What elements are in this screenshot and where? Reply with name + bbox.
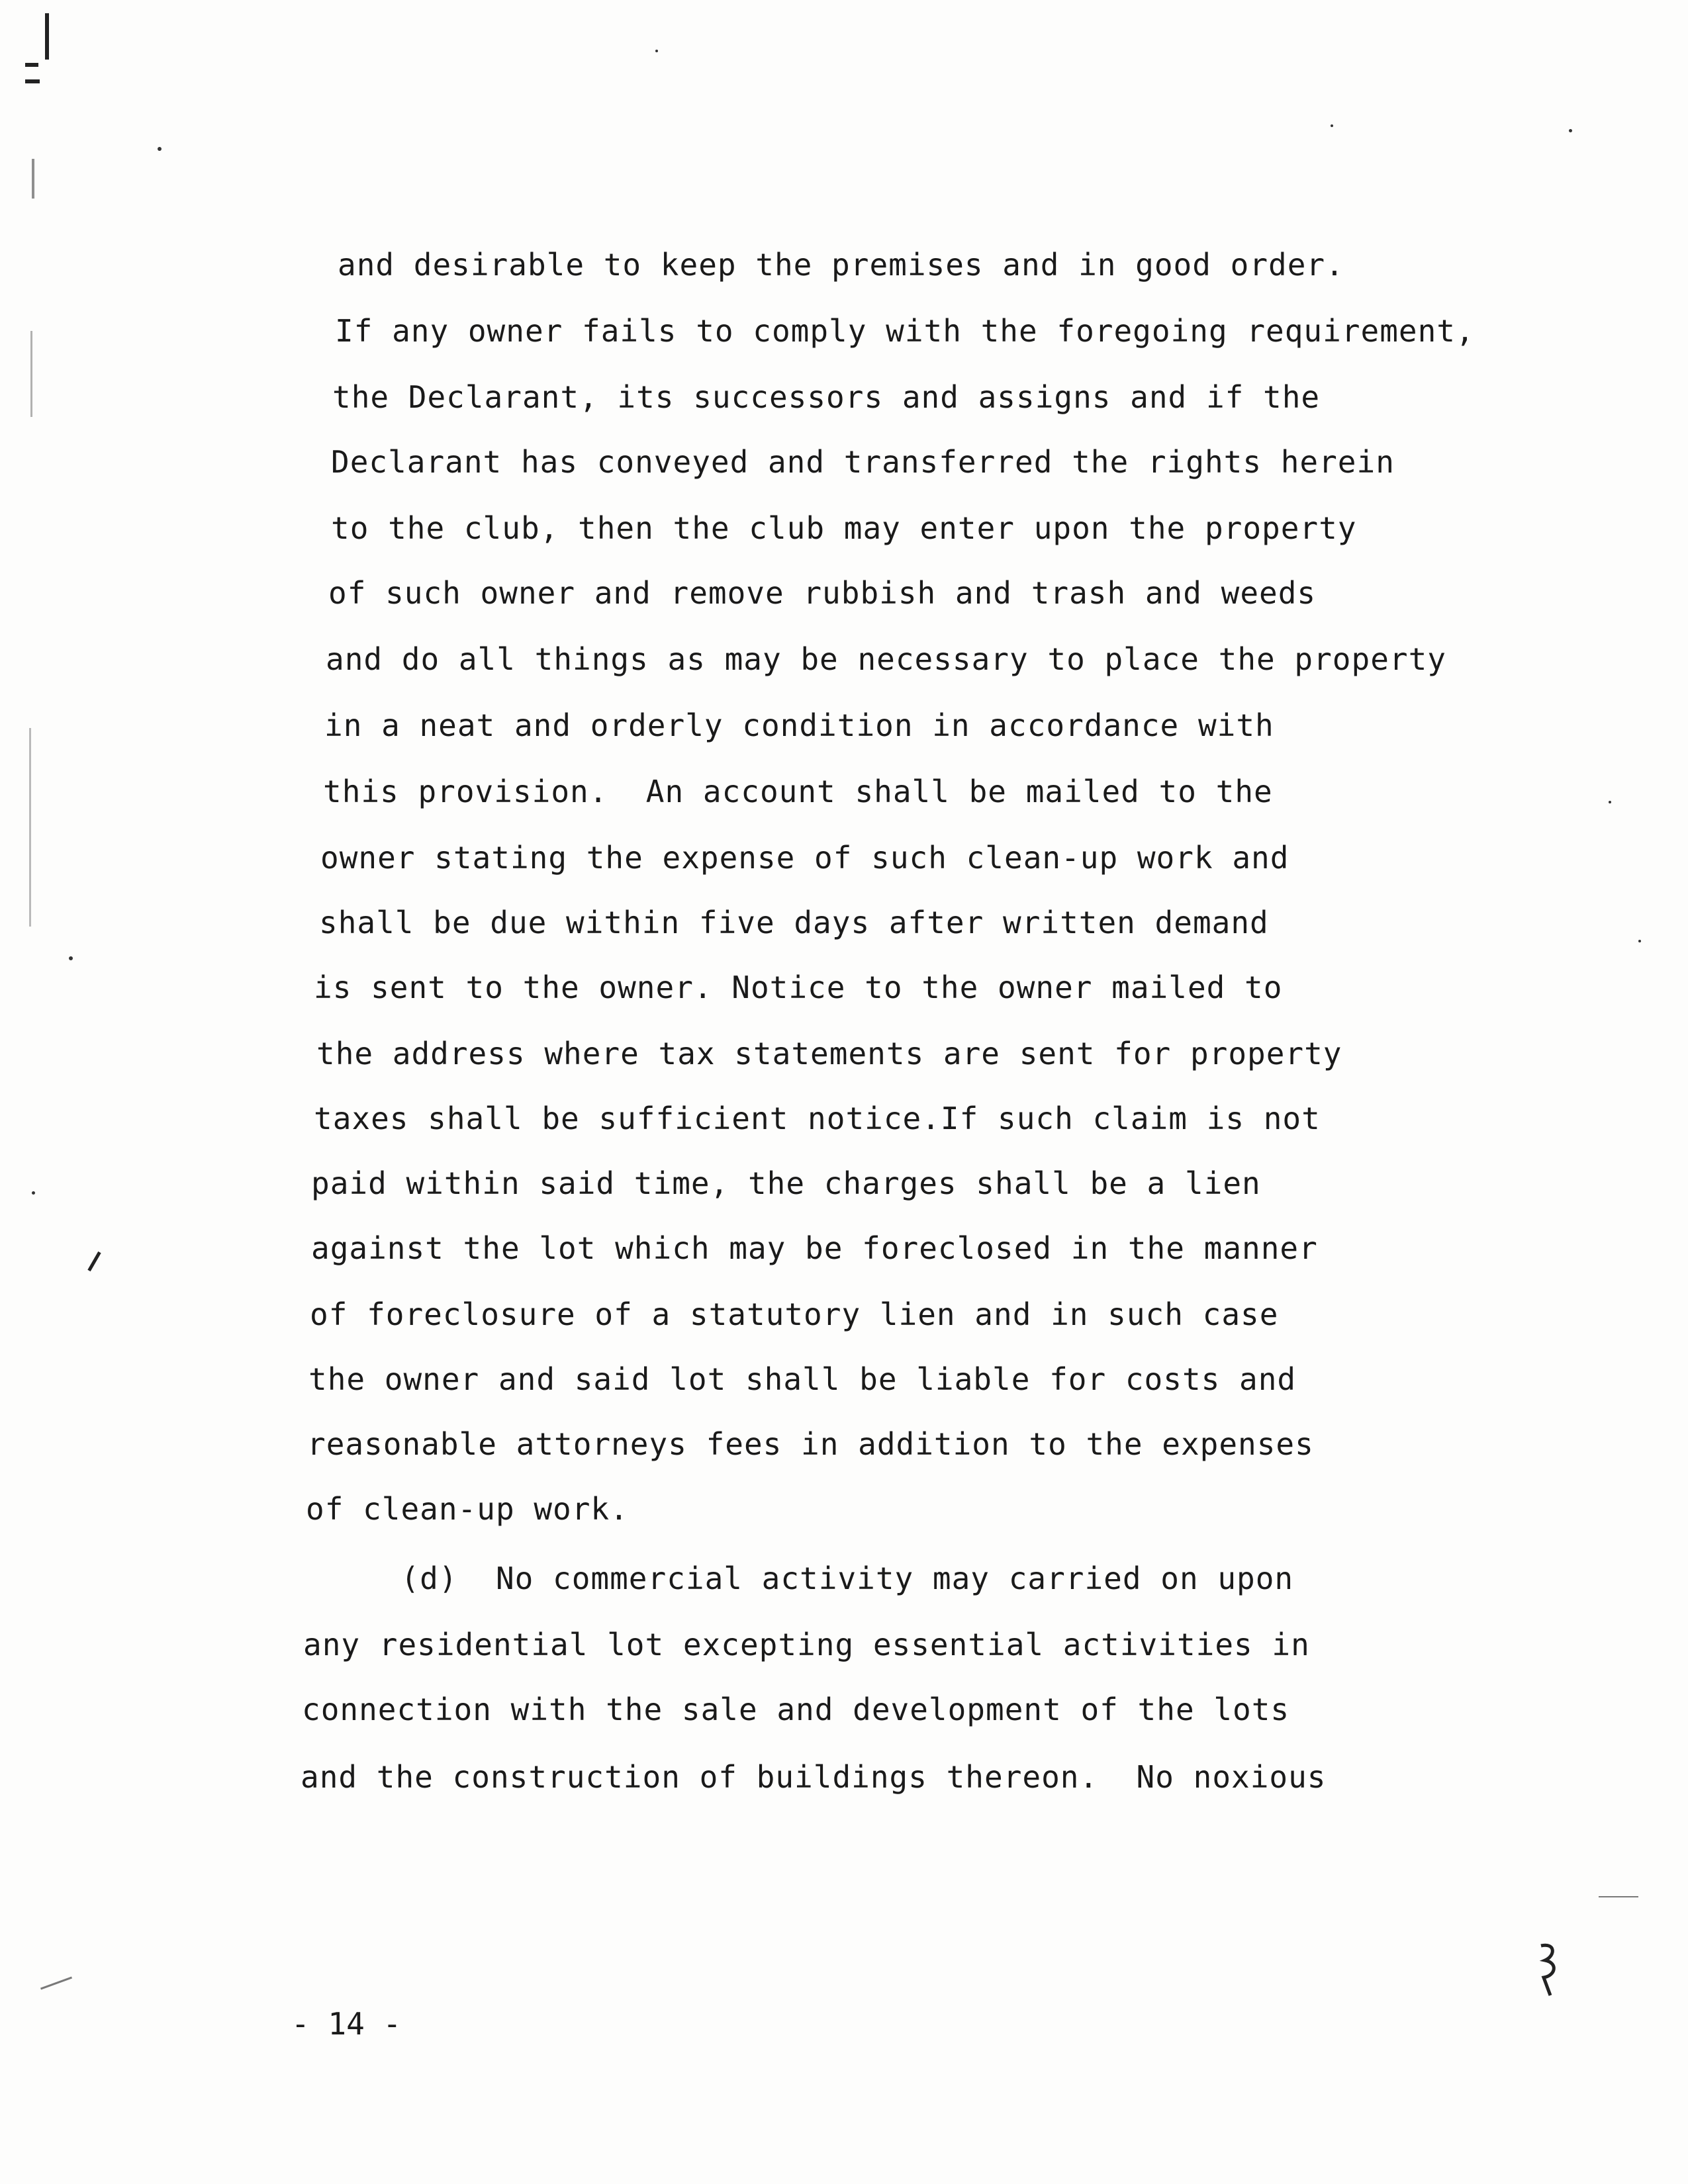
binding-mark	[45, 13, 49, 60]
scan-speck	[1331, 124, 1333, 127]
text-line: and the construction of buildings thereon. No noxious	[301, 1759, 1327, 1795]
binding-mark	[29, 728, 31, 927]
text-line: connection with the sale and development of the lots	[302, 1692, 1290, 1727]
scan-stroke	[87, 1251, 101, 1271]
text-line: of foreclosure of a statutory lien and in such case	[310, 1297, 1279, 1332]
scan-speck	[158, 147, 162, 151]
text-line: and desirable to keep the premises and in good order.	[338, 247, 1344, 283]
text-line: of such owner and remove rubbish and trash and weeds	[328, 575, 1317, 611]
text-line: shall be due within five days after written demand	[319, 905, 1269, 940]
scan-speck	[655, 50, 658, 52]
text-line: and do all things as may be necessary to place the property	[326, 641, 1446, 677]
binding-mark	[30, 331, 32, 417]
binding-mark	[25, 63, 38, 67]
scan-stroke	[1599, 1896, 1638, 1897]
text-line: in a neat and orderly condition in accordance with	[324, 707, 1274, 743]
text-line: Declarant has conveyed and transferred the rights herein	[331, 444, 1395, 480]
binding-mark	[25, 79, 40, 83]
scan-speck	[1638, 940, 1641, 942]
text-line: the Declarant, its successors and assigns and if the	[332, 379, 1321, 415]
text-line: paid within said time, the charges shall be a lien	[311, 1165, 1261, 1201]
scan-speck	[32, 1191, 35, 1195]
text-line: any residential lot excepting essential activities in	[303, 1627, 1310, 1662]
text-line: is sent to the owner. Notice to the owner mailed to	[314, 970, 1283, 1005]
text-line: taxes shall be sufficient notice.If such claim is not	[314, 1101, 1321, 1136]
initials-mark	[1536, 1939, 1562, 1999]
scan-speck	[1569, 129, 1572, 132]
binding-mark	[32, 159, 34, 199]
text-line: (d) No commercial activity may carried on upon	[306, 1561, 1294, 1596]
scan-speck	[1609, 801, 1611, 803]
text-line: the owner and said lot shall be liable for costs and	[308, 1361, 1297, 1397]
text-line: owner stating the expense of such clean-up work and	[320, 840, 1289, 876]
text-line: If any owner fails to comply with the foregoing requirement,	[335, 313, 1475, 349]
text-line: this provision. An account shall be mailed to the	[323, 774, 1273, 809]
scan-speck	[69, 956, 73, 960]
page-number: - 14 -	[291, 2006, 402, 2042]
scan-stroke	[40, 1977, 72, 1990]
text-line: of clean-up work.	[306, 1491, 629, 1527]
text-line: against the lot which may be foreclosed in the manner	[311, 1230, 1318, 1266]
text-line: to the club, then the club may enter upon the property	[331, 510, 1357, 546]
text-line: reasonable attorneys fees in addition to the expenses	[307, 1426, 1314, 1462]
text-line: the address where tax statements are sent for property	[316, 1036, 1342, 1071]
